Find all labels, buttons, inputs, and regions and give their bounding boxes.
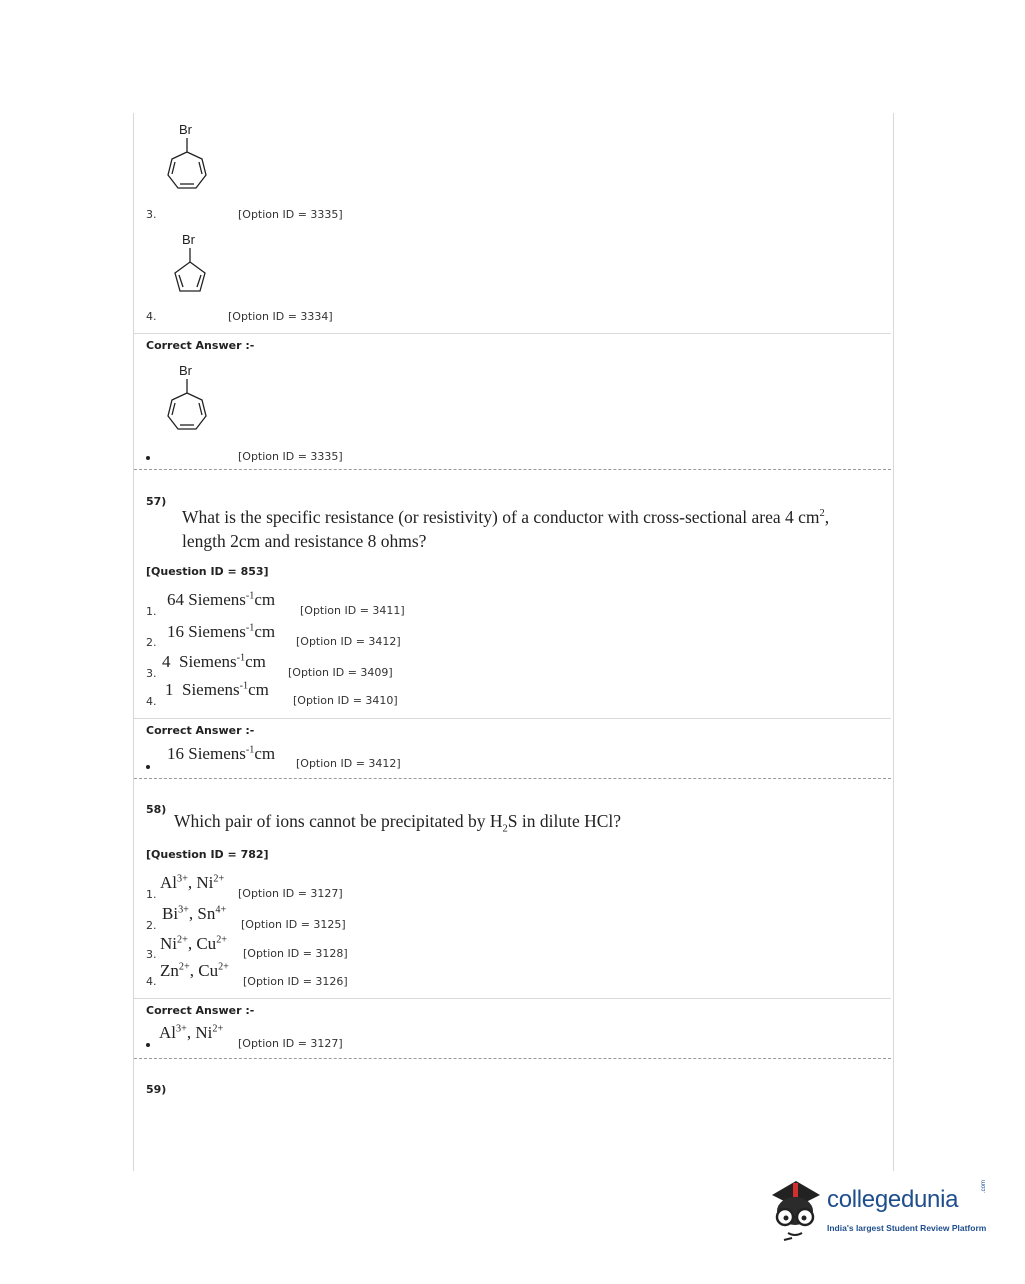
logo-wordmark: collegedunia [827, 1186, 959, 1213]
question-id: [Question ID = 782] [146, 848, 269, 861]
option-text: $Al^{3+}$, $Ni^{2+}$ [160, 873, 225, 892]
correct-option-text: $Al^{3+}$, $Ni^{2+}$ [159, 1023, 224, 1042]
option-text: 1 Siemens$^{-1}$cm [165, 680, 269, 699]
option-id: [Option ID = 3127] [238, 887, 343, 900]
option-number: 3. [146, 208, 157, 221]
option-id: [Option ID = 3409] [288, 666, 393, 679]
option-id: [Option ID = 3127] [238, 1037, 343, 1050]
question-text-line-2: length 2cm and resistance 8 ohms? [182, 531, 427, 551]
option-number: 3. [146, 667, 157, 680]
question-id: [Question ID = 853] [146, 565, 269, 578]
question-number: 57) [146, 495, 167, 508]
logo-tagline: India's largest Student Review Platform [827, 1223, 987, 1233]
option-id: [Option ID = 3335] [238, 208, 343, 221]
option-id: [Option ID = 3128] [243, 947, 348, 960]
option-id: [Option ID = 3126] [243, 975, 348, 988]
bromocycloheptatriene-structure-correct [160, 359, 230, 441]
option-id: [Option ID = 3411] [300, 604, 405, 617]
option-id: [Option ID = 3125] [241, 918, 346, 931]
question-number: 58) [146, 803, 167, 816]
option-text: $Bi^{3+}$, $Sn^{4+}$ [162, 904, 227, 923]
option-number: 2. [146, 636, 157, 649]
mascot-icon [766, 1177, 824, 1243]
bullet [146, 1043, 150, 1047]
separator [134, 718, 891, 719]
option-number: 4. [146, 695, 157, 708]
logo-suffix: .com [981, 1179, 987, 1193]
question-text: Which pair of ions cannot be precipitated by $H_2S$ in dilute HCl? [174, 811, 622, 835]
bromocyclopentadiene-structure-option-4 [165, 228, 225, 298]
option-id: [Option ID = 3335] [238, 450, 343, 463]
bullet [146, 765, 150, 769]
question-separator [134, 1058, 891, 1059]
option-number: 3. [146, 948, 157, 961]
option-id: [Option ID = 3334] [228, 310, 333, 323]
option-text: $Ni^{2+}$, $Cu^{2+}$ [160, 934, 228, 953]
option-number: 1. [146, 888, 157, 901]
correct-option-text: 16 Siemens$^{-1}$cm [167, 744, 276, 763]
bromocycloheptatriene-structure-option-3 [160, 118, 230, 200]
option-id: [Option ID = 3412] [296, 635, 401, 648]
option-id: [Option ID = 3410] [293, 694, 398, 707]
question-separator [134, 778, 891, 779]
correct-answer-label: Correct Answer :- [146, 1004, 255, 1017]
option-number: 4. [146, 310, 157, 323]
br-label: Br [182, 232, 195, 247]
br-label: Br [179, 122, 192, 137]
separator [134, 998, 891, 999]
option-number: 1. [146, 605, 157, 618]
option-text: $Zn^{2+}$, $Cu^{2+}$ [160, 961, 229, 980]
option-number: 2. [146, 919, 157, 932]
collegedunia-logo[interactable] [766, 1175, 994, 1245]
question-number: 59) [146, 1083, 167, 1096]
correct-answer-label: Correct Answer :- [146, 724, 255, 737]
option-text: 64 Siemens$^{-1}$cm [167, 590, 276, 609]
option-text: 4 Siemens$^{-1}$cm [162, 652, 266, 671]
option-id: [Option ID = 3412] [296, 757, 401, 770]
correct-answer-label: Correct Answer :- [146, 339, 255, 352]
option-text: 16 Siemens$^{-1}$cm [167, 622, 276, 641]
separator [134, 333, 891, 334]
br-label: Br [179, 363, 192, 378]
bullet [146, 456, 150, 460]
question-text: What is the specific resistance (or resistivity) of a conductor with cross-sectional area 4 $cm^2$, [182, 507, 830, 527]
option-number: 4. [146, 975, 157, 988]
question-separator [134, 469, 891, 470]
